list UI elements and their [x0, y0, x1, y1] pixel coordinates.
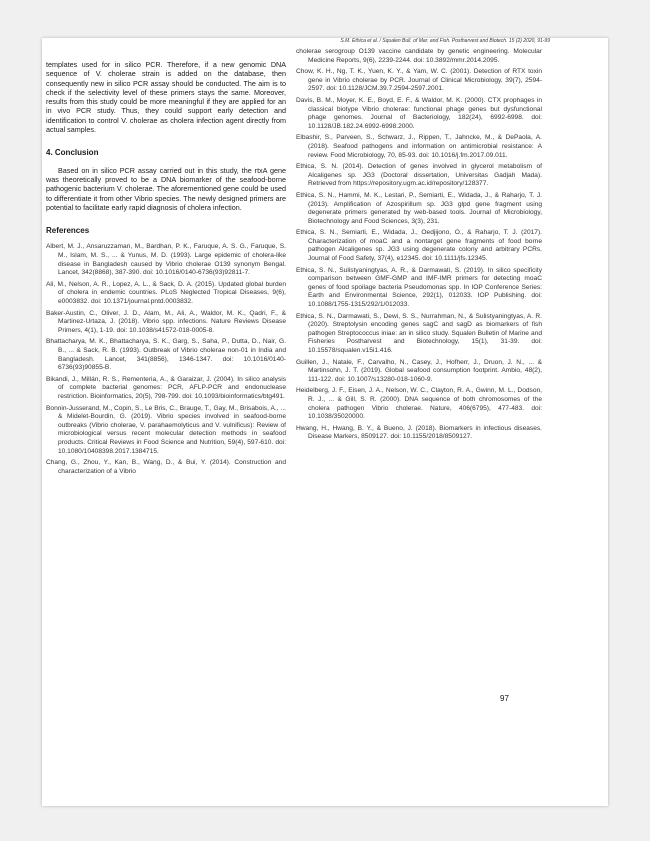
left-column	[46, 60, 286, 479]
reference-item: Albert, M. J., Ansaruzzaman, M., Bardhan, P. K., Faruque, A. S. G., Faruque, S. M., Islam, M. S., ... & Yunus, M. D. (1993). Large epidemic of cholera-like disease in Bangladesh caused by Vibrio cholerae O139 synonym Bengal. Lancet, 342(8868), 387-390. doi: 10.1016/0140-6736(93)92811-7.	[46, 243, 286, 277]
right-column	[296, 48, 542, 445]
reference-item: Elbashir, S., Parveen, S., Schwarz, J., Rippen, T., Jahncke, M., & DePaola, A. (2018). Seafood pathogens and information on antimicrobial resistance: A review. Food Microbiology, 70, 85-93. doi: 10.1016/j.fm.2017.09.011.	[296, 134, 542, 159]
reference-item: Ethica, S. N., Darmawati, S., Dewi, S. S., Nurrahman, N., & Sulistyaningtyas, A. R. (2020). Streptolysin encoding genes sagC and sagD as biomarkers of fish pathogen Streptococcus iniae: an in silico study. Squalen Bulletin of Marine and Fisheries Postharvest and Biotechnology, 15(1), 31-39. doi: 10.15578/squalen.v15i1.416.	[296, 312, 542, 354]
reference-item: Davis, B. M., Moyer, K. E., Boyd, E. F., & Waldor, M. K. (2000). CTX prophages in classical biotype Vibrio cholerae: functional phage genes but dysfunctional phage genomes. Journal of Bacteriology, 182(24), 6992-6998. doi: 10.1128/JB.182.24.6992-6998.2000.	[296, 96, 542, 130]
reference-item: Bhattacharya, M. K., Bhattacharya, S. K., Garg, S., Saha, P., Dutta, D., Nair, G. B., ... & Sack, R. B. (1993). Outbreak of Vibrio cholerae non-01 in India and Bangladesh. Lancet, 341(8856), 1346-1347. doi: 10.1016/0140-6736(93)90855-B.	[46, 338, 286, 372]
conclusion-paragraph: Based on in silico PCR assay carried out in this study, the rtxA gene was theoretically proved to be a DNA biomarker of the seafood-borne pathogenic bacterium V. cholerae. The aforementioned gene could be used to differentiate it from other Vibrio species. The newly designed primers are potential to facilitate early rapid diagnosis of cholera infection.	[46, 165, 286, 212]
reference-item: Ethica, S. N. (2014). Detection of genes involved in glycerol metabolism of Alcaligenes sp. JG3 (Doctoral dissertation, Universitas Gadjah Mada). Retrieved from https://repository.ugm.ac.id/repository/128377.	[296, 163, 542, 188]
reference-item: Bonnin-Jusserand, M., Copin, S., Le Bris, C., Brauge, T., Gay, M., Brisabois, A., ... & Midelet-Bourdin, G. (2019). Vibrio species involved in seafood-borne outbreaks (Vibrio cholerae, V. parahaemolyticus and V. vulnificus): Review of microbiological versus recent molecular detection methods in seafood products. Critical Reviews in Food Science and Nutrition, 59(4), 597-610. doi: 10.1080/10408398.2017.1384715.	[46, 404, 286, 455]
reference-item: Ethica, S. N., Sulistyaningtyas, A. R., & Darmawati, S. (2019). In silico specificity comparison between GMF-GMP and IMF-IMR primers for detecting moaC genes of food spoilage bacteria Pseudomonas spp. In IOP Conference Series: Earth and Environmental Science, 292(1), 012033. IOP Publishing. doi: 10.1088/1755-1315/292/1/012033.	[296, 266, 542, 309]
reference-item: Baker-Austin, C., Oliver, J. D., Alam, M., Ali, A., Waldor, M. K., Qadri, F., & Martinez-Urtaza, J. (2018). Vibrio spp. infections. Nature Reviews Disease Primers, 4(1), 1-19. doi: 10.1038/s41572-018-0005-8.	[46, 309, 286, 334]
reference-item: Ali, M., Nelson, A. R., Lopez, A. L., & Sack, D. A. (2015). Updated global burden of cholera in endemic countries. PLoS Neglected Tropical Diseases, 9(6), e0003832. doi: 10.1371/journal.pntd.0003832.	[46, 280, 286, 306]
page-number: 97	[500, 694, 509, 703]
reference-item: Chow, K. H., Ng, T. K., Yuen, K. Y., & Yam, W. C. (2001). Detection of RTX toxin gene in Vibrio cholerae by PCR. Journal of Clinical Microbiology, 39(7), 2594-2597. doi: 10.1128/JCM.39.7.2594-2597.2001.	[296, 68, 542, 93]
reference-item: Chang, G., Zhou, Y., Kan, B., Wang, D., & Bui, Y. (2014). Construction and characterization of a Vibrio	[46, 459, 286, 475]
references-heading: References	[46, 226, 90, 236]
reference-item: Bikandi, J., Millán, R. S., Rementeria, A., & Garaizar, J. (2004). In silico analysis of complete bacterial genomes: PCR, AFLP-PCR and endonuclease restriction. Bioinformatics, 20(5), 798-799. doi: 10.1093/bioinformatics/btg491.	[46, 375, 286, 400]
running-header: S.M. Ethica et al. / Squalen Bull. of Mar. and Fish. Postharvest and Biotech. 15 (2) 2020, 91-99	[340, 38, 550, 44]
reference-item: cholerae serogroup O139 vaccine candidate by genetic engineering. Molecular Medicine Reports, 9(6), 2239-2244. doi: 10.3892/mmr.2014.2095.	[296, 48, 542, 64]
reference-item: Guillen, J., Natale, F., Carvalho, N., Casey, J., Hofherr, J., Druon, J. N., ... & Martinsohn, J. T. (2019). Global seafood consumption footprint. Ambio, 48(2), 111-122. doi: 10.1007/s13280-018-1060-9.	[296, 358, 542, 383]
reference-item: Hwang, H., Hwang, B. Y., & Bueno, J. (2018). Biomarkers in infectious diseases. Disease Markers, 8509127. doi: 10.1155/2018/8509127.	[296, 424, 542, 441]
reference-item: Heidelberg, J. F., Eisen, J. A., Nelson, W. C., Clayton, R. A., Gwinn, M. L., Dodson, R. J., ... & Gill, S. R. (2000). DNA sequence of both chromosomes of the cholera pathogen Vibrio cholerae. Nature, 406(6795), 477-483. doi: 10.1038/35020000.	[296, 387, 542, 421]
reference-item: Ethica, S. N., Hammi, M. K., Lestari, P., Semiarti, E., Widada, J., & Raharjo, T. J. (2013). Amplification of Azospirillum sp. JG3 glpd gene fragment using degenerate primers generated by web-based tools. Journal of Microbiology, Biotechnology and Food Sciences, 3(3), 231.	[296, 191, 542, 225]
conclusion-heading: 4. Conclusion	[46, 148, 99, 158]
reference-item: Ethica, S. N., Semiarti, E., Widada, J., Oedjijono, O., & Raharjo, T. J. (2017). Characterization of moaC and a nontarget gene fragments of food borne pathogen Alcaligenes sp. JG3 using degenerate colony and arbitrary PCRs. Journal of Food Safety, 37(4), e12345. doi: 10.1111/jfs.12345.	[296, 229, 542, 263]
intro-paragraph: templates used for in silico PCR. Therefore, if a new genomic DNA sequence of V. cholerae strain is added on the database, then consequently new in silico PCR assay should be conducted. The aim is to check if the selectivity level of these primers stays the same. Moreover, results from this study could be more meaningful if they are applied for an in vivo PCR study. Thus, they could support early detection and identification to control V. cholerae as cholera infection agent directly from actual samples.	[46, 60, 286, 135]
